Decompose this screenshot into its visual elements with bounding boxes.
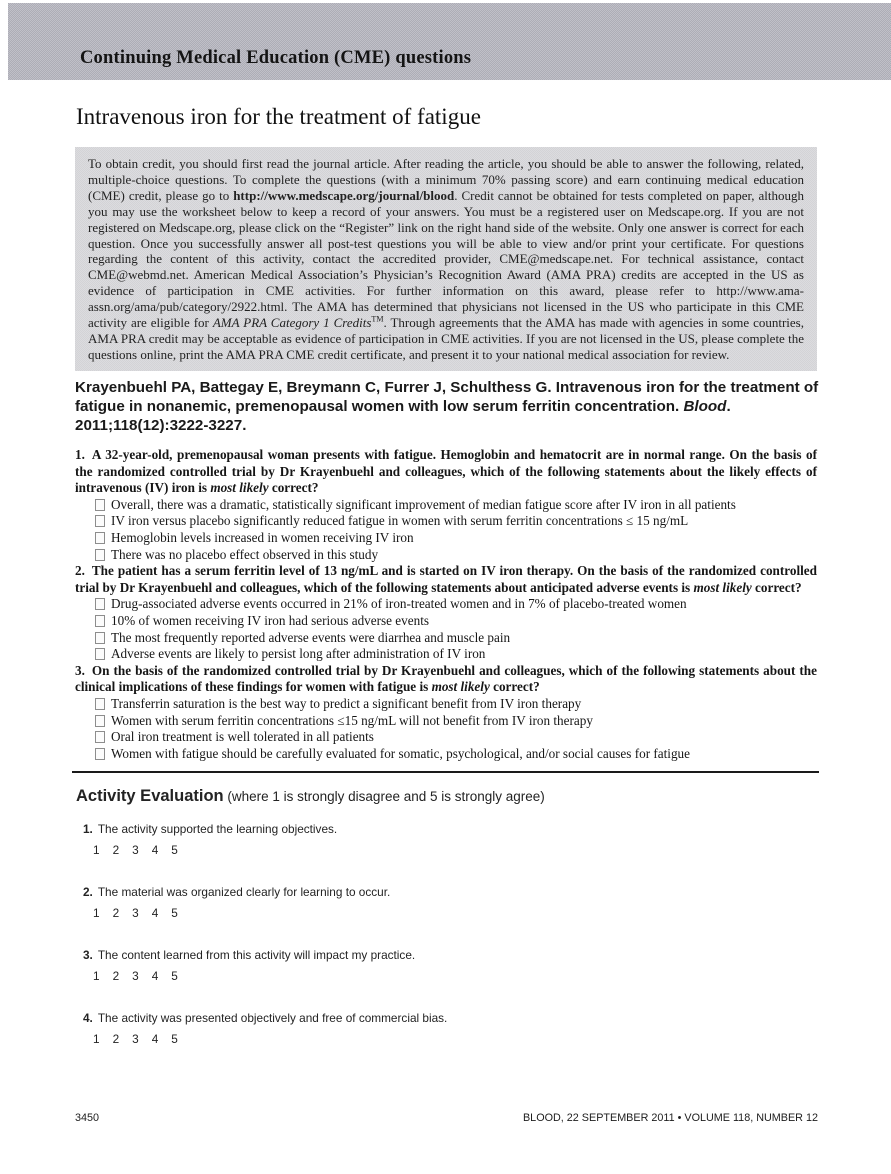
trademark-superscript: TM bbox=[371, 314, 384, 324]
answer-checkbox[interactable] bbox=[95, 748, 105, 760]
evaluation-item-text bbox=[83, 820, 818, 838]
question-number: 1. bbox=[75, 447, 85, 462]
rating-option-2[interactable]: 2 bbox=[112, 1032, 120, 1046]
rating-option-5[interactable]: 5 bbox=[171, 843, 178, 857]
answer-checkbox[interactable] bbox=[95, 499, 105, 511]
evaluation-item-4 bbox=[83, 1009, 818, 1046]
answer-option bbox=[95, 746, 817, 763]
answer-checkbox[interactable] bbox=[95, 615, 105, 627]
question-emphasis: most likely bbox=[210, 480, 269, 496]
question-2 bbox=[75, 563, 817, 663]
answer-option bbox=[95, 497, 817, 514]
evaluation-item-text bbox=[83, 1009, 818, 1027]
evaluation-item-text bbox=[83, 946, 818, 964]
question-1-text bbox=[75, 447, 817, 497]
answer-checkbox[interactable] bbox=[95, 515, 105, 527]
answer-option bbox=[95, 513, 817, 530]
question-emphasis: most likely bbox=[693, 579, 752, 595]
rating-option-4[interactable]: 4 bbox=[151, 1032, 159, 1046]
answer-option bbox=[95, 530, 817, 547]
question-3-text bbox=[75, 663, 817, 696]
evaluation-item-statement: The material was organized clearly for learning to occur. bbox=[97, 885, 391, 899]
question-text: On the basis of the randomized controlled trial by Dr Krayenbuehl and colleagues, which of the following statements about the clinical implications of these findings for women with fatigue is bbox=[75, 662, 817, 695]
evaluation-item-statement: The activity was presented objectively and free of commercial bias. bbox=[97, 1011, 448, 1025]
answer-option bbox=[95, 646, 817, 663]
question-number: 2. bbox=[75, 563, 85, 579]
question-text: correct? bbox=[751, 579, 802, 595]
answer-checkbox[interactable] bbox=[95, 632, 105, 644]
rating-option-3[interactable]: 3 bbox=[132, 906, 139, 920]
rating-option-1[interactable]: 1 bbox=[93, 1032, 100, 1046]
rating-option-1[interactable]: 1 bbox=[93, 969, 100, 983]
rating-scale bbox=[93, 969, 818, 983]
answer-option-label: Transferrin saturation is the best way to predict a significant benefit from IV iron therapy bbox=[111, 695, 582, 711]
instructions-text: . Credit cannot be obtained for tests completed on paper, although you may use the worksheet below to keep a record of your answers. You must be a registered user on Medscape.org. If you are not registered on Medscape.org, please click on the “Register” link on the right hand side of the website. Only one answer is correct for each question. Once you successfully answer all post-test questions you will be able to view and/or print your certificate. For questions regarding the content of this activity, contact the accredited provider, CME@medscape.net. For technical assistance, contact CME@webmd.net. American Medical Association’s Physician’s Recognition Award (AMA PRA) credits are accepted in the US as evidence of participation in CME activities. For further information on this award, please refer to http://www.ama-assn.org/ama/pub/category/2922.html. The AMA has determined that physicians not licensed in the US who participate in this CME activity are eligible for bbox=[88, 187, 805, 331]
page-number: 3450 bbox=[75, 1112, 100, 1124]
answer-option-label: There was no placebo effect observed in this study bbox=[111, 546, 379, 562]
rating-option-3[interactable]: 3 bbox=[132, 843, 139, 857]
instructions-text: To obtain credit, you should first read the journal article. After reading the article, you should be able to answer the following, related, multiple-choice questions. To complete the questions (with a minimum 70% passing score) and earn continuing medical education (CME) credit, please go to bbox=[88, 156, 804, 203]
answer-checkbox[interactable] bbox=[95, 715, 105, 727]
evaluation-item-number: 2. bbox=[83, 885, 93, 899]
rating-option-4[interactable]: 4 bbox=[151, 906, 159, 920]
rating-option-3[interactable]: 3 bbox=[132, 969, 139, 983]
answer-option-label: Overall, there was a dramatic, statistically significant improvement of median fatigue score after IV iron in all patients bbox=[111, 496, 736, 512]
rating-option-2[interactable]: 2 bbox=[112, 906, 120, 920]
answer-checkbox[interactable] bbox=[95, 648, 105, 660]
activity-evaluation-section bbox=[76, 787, 818, 1046]
ama-pra-credits-phrase: AMA PRA Category 1 Credits bbox=[212, 315, 372, 331]
journal-name: Blood bbox=[683, 397, 727, 415]
answer-option bbox=[95, 696, 817, 713]
article-title: Intravenous iron for the treatment of fatigue bbox=[76, 104, 481, 129]
rating-option-1[interactable]: 1 bbox=[93, 843, 100, 857]
answer-option bbox=[95, 613, 817, 630]
evaluation-item-number: 3. bbox=[83, 948, 93, 962]
evaluation-item-2 bbox=[83, 883, 818, 920]
rating-option-2[interactable]: 2 bbox=[112, 843, 120, 857]
rating-option-1[interactable]: 1 bbox=[93, 906, 100, 920]
rating-scale bbox=[93, 906, 818, 920]
answer-option bbox=[95, 547, 817, 564]
answer-option-label: The most frequently reported adverse events were diarrhea and muscle pain bbox=[111, 629, 511, 645]
answer-option-label: 10% of women receiving IV iron had serious adverse events bbox=[111, 612, 429, 628]
activity-evaluation-heading bbox=[76, 787, 818, 806]
rating-option-5[interactable]: 5 bbox=[171, 1032, 178, 1046]
evaluation-item-statement: The content learned from this activity will impact my practice. bbox=[97, 948, 416, 962]
answer-option bbox=[95, 729, 817, 746]
rating-option-5[interactable]: 5 bbox=[171, 906, 178, 920]
question-text: A 32-year-old, premenopausal woman presents with fatigue. Hemoglobin and hematocrit are in normal range. On the basis of the randomized controlled trial by Dr Krayenbuehl and colleagues, which of the following statements about the likely effects of intravenous (IV) iron is bbox=[75, 447, 817, 496]
citation-volume-pages: . 2011;118(12):3222-3227. bbox=[75, 397, 731, 434]
activity-evaluation-scale-note: (where 1 is strongly disagree and 5 is strongly agree) bbox=[223, 789, 545, 804]
question-number: 3. bbox=[75, 662, 85, 678]
answer-option-label: IV iron versus placebo significantly reduced fatigue in women with serum ferritin concentrations ≤ 15 ng/mL bbox=[111, 513, 689, 529]
medscape-journal-url: http://www.medscape.org/journal/blood bbox=[233, 187, 455, 203]
question-1 bbox=[75, 447, 817, 563]
section-divider bbox=[72, 771, 819, 773]
question-emphasis: most likely bbox=[431, 679, 490, 695]
answer-option-label: Hemoglobin levels increased in women receiving IV iron bbox=[111, 529, 414, 545]
rating-option-4[interactable]: 4 bbox=[151, 969, 159, 983]
question-text: The patient has a serum ferritin level of 13 ng/mL and is started on IV iron therapy. On the basis of the randomized controlled trial by Dr Krayenbuehl and colleagues, which of the following statements about anticipated adverse events is bbox=[75, 563, 817, 595]
answer-option-label: Women with serum ferritin concentrations ≤15 ng/mL will not benefit from IV iron therapy bbox=[111, 712, 593, 728]
evaluation-item-text bbox=[83, 883, 818, 901]
evaluation-item-number: 4. bbox=[83, 1011, 93, 1025]
answer-option bbox=[95, 713, 817, 730]
evaluation-item-statement: The activity supported the learning objectives. bbox=[97, 822, 338, 836]
answer-option-label: Oral iron treatment is well tolerated in all patients bbox=[111, 729, 374, 745]
answer-option bbox=[95, 630, 817, 647]
article-citation bbox=[75, 379, 820, 435]
credit-instructions-box bbox=[75, 147, 817, 371]
question-3 bbox=[75, 663, 817, 763]
question-text: correct? bbox=[268, 480, 319, 496]
answer-checkbox[interactable] bbox=[95, 698, 105, 710]
rating-option-2[interactable]: 2 bbox=[112, 969, 120, 983]
evaluation-item-number: 1. bbox=[83, 822, 93, 836]
rating-option-4[interactable]: 4 bbox=[151, 843, 159, 857]
question-2-text bbox=[75, 563, 817, 596]
activity-evaluation-title: Activity Evaluation bbox=[76, 787, 224, 805]
cme-header-bar bbox=[8, 3, 891, 80]
answer-option-label: Women with fatigue should be carefully evaluated for somatic, psychological, and/or social causes for fatigue bbox=[111, 745, 690, 761]
instructions-text: . Through agreements that the AMA has made with agencies in some countries, AMA PRA credit may be acceptable as evidence of participation in CME activities. If you are not licensed in the US, please complete the questions online, print the AMA PRA CME credit certificate, and present it to your national medical association for review. bbox=[88, 315, 804, 362]
answer-checkbox[interactable] bbox=[95, 549, 105, 561]
journal-running-head: BLOOD, 22 SEPTEMBER 2011 • VOLUME 118, NUMBER 12 bbox=[522, 1112, 818, 1124]
evaluation-item-1 bbox=[83, 820, 818, 857]
answer-checkbox[interactable] bbox=[95, 731, 105, 743]
answer-option-label: Adverse events are likely to persist long after administration of IV iron bbox=[111, 646, 486, 662]
rating-option-3[interactable]: 3 bbox=[132, 1032, 139, 1046]
question-text: correct? bbox=[489, 679, 540, 695]
evaluation-item-3 bbox=[83, 946, 818, 983]
page-footer bbox=[75, 1112, 818, 1124]
rating-scale bbox=[93, 1032, 818, 1046]
answer-option bbox=[95, 596, 817, 613]
answer-checkbox[interactable] bbox=[95, 598, 105, 610]
answer-option-label: Drug-associated adverse events occurred in 21% of iron-treated women and in 7% of placebo-treated women bbox=[111, 596, 687, 612]
question-list bbox=[75, 447, 817, 762]
answer-checkbox[interactable] bbox=[95, 532, 105, 544]
citation-text: Krayenbuehl PA, Battegay E, Breymann C, Furrer J, Schulthess G. Intravenous iron for the treatment of fatigue in nonanemic, premenopausal women with low serum ferritin concentration. bbox=[75, 379, 819, 415]
cme-header-title: Continuing Medical Education (CME) questions bbox=[80, 48, 472, 68]
rating-scale bbox=[93, 843, 818, 857]
rating-option-5[interactable]: 5 bbox=[171, 969, 178, 983]
